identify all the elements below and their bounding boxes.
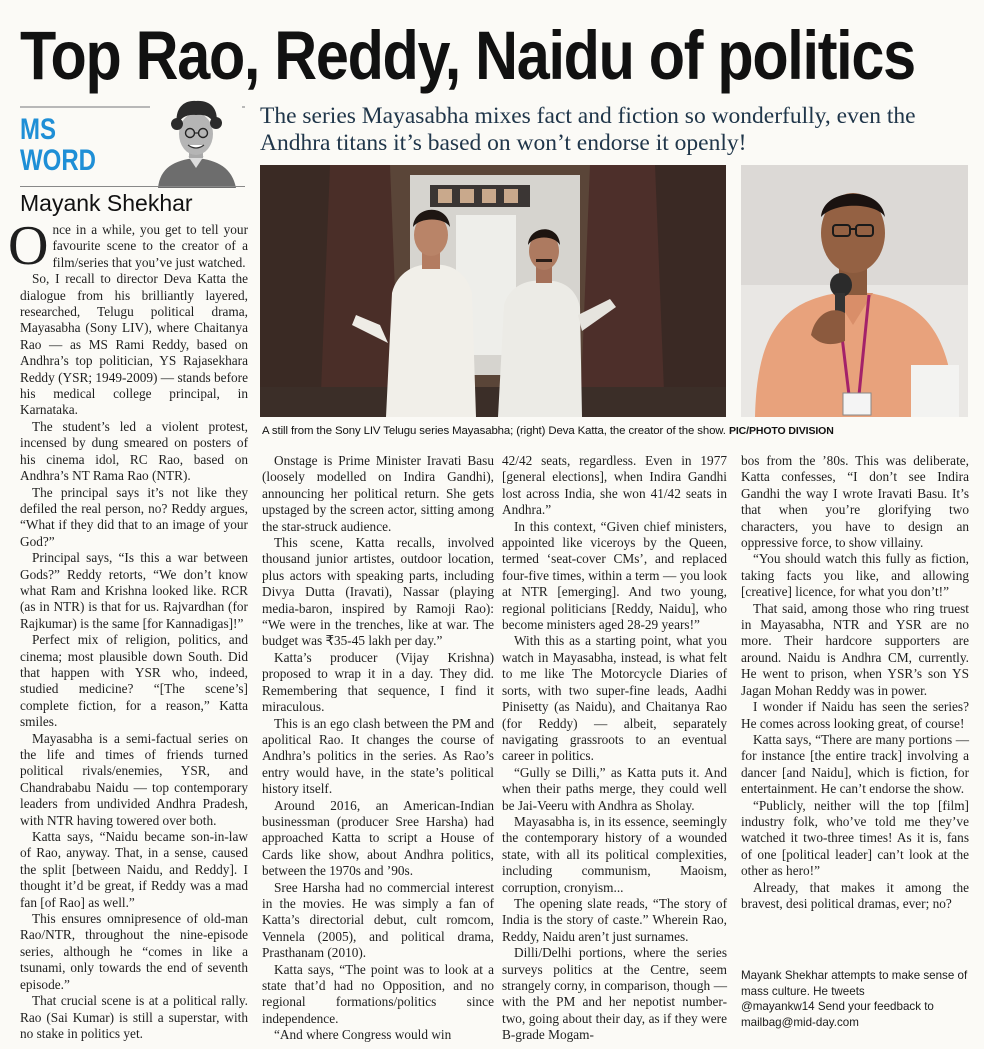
paragraph: Onstage is Prime Minister Iravati Basu (loosely modelled on Indira Gandhi), announcing her political return. She gets upstaged by the screen actor, sitting among the star-struck audience. <box>262 453 494 534</box>
drop-cap: O <box>8 215 49 277</box>
paragraph: In this context, “Given chief ministers, appointed like viceroys by the Queen, termed ‘seat-cover CMs’, and replaced four-five times, within a term — you look at NTR [emerging]. And two young, regional politicians [Reddy, Naidu], who become ministers aged 28-29 years!” <box>502 518 727 633</box>
bio-feedback-text: Send your feedback to <box>814 1000 934 1013</box>
column-tag <box>20 113 96 177</box>
paragraph: Mayasabha is a semi-factual series on the life and times of friends turned political rivals/enemies, YSR, and Chandrababu Naidu — top contemporary leaders from undivided Andhra Pradesh, with NTR having towered over both. <box>20 730 248 828</box>
caption-text: A still from the Sony LIV Telugu series Mayasabha; (right) Deva Katta, the creator of the show. <box>262 425 729 437</box>
paragraph: bos from the ’80s. This was deliberate, Katta confesses, “I don’t see Indira Gandhi the way I wrote Iravati Basu. It’s that when you’re glorifying two characters, you have to design an oppressive force, to show villainy. <box>741 453 969 551</box>
headline: Top Rao, Reddy, Naidu of politics <box>20 17 915 94</box>
paragraph: “Publicly, neither will the top [film] industry folk, who’ve told me they’ve watched it two-three times! As it is, fans of one [political leader] can’t look at the other as hero!” <box>741 797 969 879</box>
paragraph: “Gully se Dilli,” as Katta puts it. And when their paths merge, they could well be Jai-Veeru with Andhra as Sholay. <box>502 764 727 813</box>
photo-credit: PIC/PHOTO DIVISION <box>728 425 834 437</box>
paragraph: Katta’s producer (Vijay Krishna) proposed to wrap it in a day. They did. Remembering that sequence, I find it miraculous. <box>262 649 494 715</box>
paragraph: The student’s led a violent protest, incensed by dung smeared on posters of his cinema idol, RC Rao, based on Andhra’s NT Rama Rao (NTR). <box>20 418 248 484</box>
paragraph: Principal says, “Is this a war between Gods?” Reddy retorts, “We don’t know what Ram and Krishna looked like. RCR (as in NTR) is that for us. Rajvardhan (for Rajkumar) is the same [for Kannadigas]!” <box>20 550 248 631</box>
paragraph: “And where Congress would win <box>274 1027 452 1043</box>
feedback-email: mailbag@mid-day.com <box>741 1015 859 1029</box>
article-column-2 <box>262 453 494 1044</box>
author-portrait <box>150 96 242 188</box>
article-column-3 <box>502 453 727 1044</box>
paragraph: “You should watch this fully as fiction, taking facts you like, and allowing [creative] licence, for what you don’t!” <box>741 551 969 600</box>
paragraph: This scene, Katta recalls, involved thousand junior artistes, outdoor location, plus actors with speaking parts, including Divya Dutta (Iravati), Nassar (playing media-baron, inspired by Ramoji Rao): “We were in the trenches, like at war. The budget was ₹35-45 lakh per day.” <box>262 535 494 649</box>
paragraph-text: nce in a while, you get to tell your favourite scene to the creator of a film/series that you’ve just watched. <box>52 222 248 270</box>
deck: The series Mayasabha mixes fact and fiction so wonderfully, even the Andhra titans it’s based on won’t endorse it openly! <box>260 103 916 156</box>
twitter-handle: @mayankw14 <box>741 1000 815 1013</box>
paragraph: Sree Harsha had no commercial interest in the movies. He was simply a fan of Katta’s directorial debut, cult romcom, Vennela (2005), and political drama, Prasthanam (2010). <box>262 879 494 961</box>
paragraph: Katta says, “There are many portions — for instance [the entire track] involving a dancer [and Naidu], which is fiction, for entertainment. He can’t endorse the show. <box>741 731 969 797</box>
paragraph: The principal says it’s not like they defiled the real person, no? Reddy argues, “What if they did that to an image of your God?” <box>20 484 248 549</box>
paragraph: Around 2016, an American-Indian businessman (producer Sree Harsha) had approached Katta to script a House of Cards like show, about Andhra politics, between the 1970s and ’90s. <box>262 797 494 879</box>
article-column-1 <box>8 215 248 1042</box>
column-tag-line1: MS <box>20 113 56 146</box>
paragraph: So, I recall to director Deva Katta the dialogue from his brilliantly layered, researched, Telugu political drama, Mayasabha (Sony LIV), where Chaitanya Rao — as MS Rami Reddy, based on Andhra’s top politician, YS Rajasekhara Reddy (YSR; 1949-2009) — stands before his medical college principal, in Karnataka. <box>20 271 248 418</box>
paragraph: That said, among those who ring truest in Mayasabha, NTR and YSR are no more. Their hardcore supporters are around. Naidu is Andhra CM, currently. He went to prison, when YSR’s son YS Jagan Mohan Reddy was in power. <box>741 600 969 698</box>
author-byline: Mayank Shekhar <box>20 190 193 216</box>
article-column-4 <box>741 453 969 912</box>
paragraph: Katta says, “The point was to look at a state that’d had no Opposition, and no regional formations/politics since independence. <box>262 961 494 1026</box>
paragraph: Already, that makes it among the bravest, desi political dramas, ever; no? <box>741 879 969 911</box>
paragraph: 42/42 seats, regardless. Even in 1977 [general elections], when Indira Gandhi lost across India, she won 41/42 seats in Andhra.” <box>502 453 727 518</box>
paragraph: With this as a starting point, what you watch in Mayasabha, instead, is what felt to me like The Motorcycle Diaries of sorts, with two super-fine leads, Aadhi Pinisetty (as Naidu), and Chaitanya Rao (for Reddy) — albeit, separately navigating grassroots to an eventual career in politics. <box>502 633 727 764</box>
divider <box>20 186 245 187</box>
paragraph: That crucial scene is at a political rally. Rao (Sai Kumar) is still a superstar, with no stake in politics yet. <box>20 993 248 1041</box>
paragraph: Dilli/Delhi portions, where the series surveys politics at the Centre, seem strangely corny, in comparison, though — with the PM and her nepotist number-two, going about their day, as if they were B-grade Mogam- <box>502 945 727 1043</box>
paragraph: Katta says, “Naidu became son-in-law of Rao, anyway. That, in a sense, caused the split [between Naidu, and Reddy]. I thought it’d be great, if Reddy was a mad fan [of Rao] as well.” <box>20 829 248 910</box>
creator-photo <box>741 165 968 417</box>
paragraph: Mayasabha is, in its essence, seemingly the contemporary history of a wounded state, with all its political complexities, including communism, Maoism, corruption, cronyism... <box>502 813 727 895</box>
series-still-photo <box>260 165 726 417</box>
paragraph <box>8 215 248 277</box>
author-bio <box>741 968 969 1030</box>
paragraph: This is an ego clash between the PM and apolitical Rao. It changes the course of Andhra’s politics in the series. As Rao’s entry would have, in the state’s political history itself. <box>262 715 494 797</box>
paragraph: Perfect mix of religion, politics, and cinema; most plausible down South. Did that happen with YSR who, indeed, studied medicine? “[The scene’s] complete fiction, for a reason,” Katta smiles. <box>20 632 248 730</box>
column-tag-line2: WORD <box>20 144 96 177</box>
bio-text: Mayank Shekhar attempts to make sense of mass culture. He tweets <box>741 969 968 998</box>
photo-caption <box>262 425 962 437</box>
paragraph: The opening slate reads, “The story of India is the story of caste.” Wherein Rao, Reddy, Naidu aren’t just surnames. <box>502 895 727 944</box>
paragraph: This ensures omnipresence of old-man Rao/NTR, throughout the nine-episode series, although he “comes in like a tsunami, only towards the end of seventh episode.” <box>20 911 248 992</box>
paragraph: I wonder if Naidu has seen the series? He comes across looking great, of course! <box>741 699 969 731</box>
